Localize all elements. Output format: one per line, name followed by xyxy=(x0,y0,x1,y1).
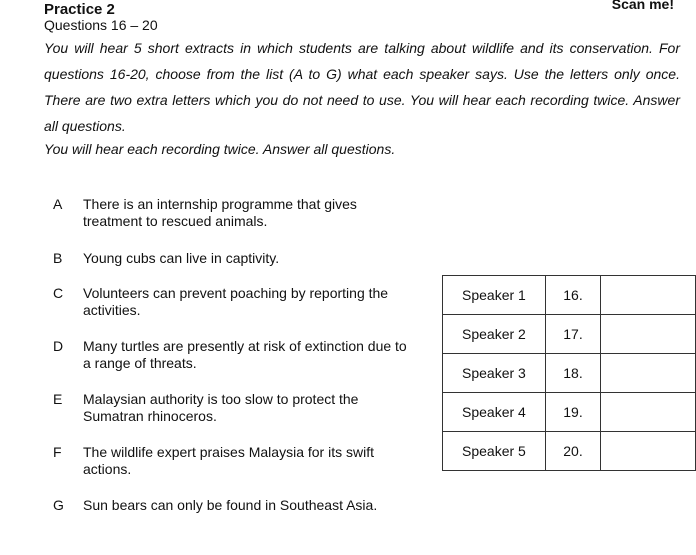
option-text: Many turtles are presently at risk of extinction due to a range of threats. xyxy=(83,338,407,371)
question-number-cell: 19. xyxy=(545,393,600,432)
answer-cell[interactable] xyxy=(601,432,696,471)
option-letter: D xyxy=(53,338,64,354)
page-title: Practice 2 xyxy=(44,1,115,18)
speaker-cell: Speaker 5 xyxy=(443,432,546,471)
table-row xyxy=(443,432,696,471)
option-letter: C xyxy=(53,285,64,301)
answer-cell[interactable] xyxy=(601,315,696,354)
option-text: Malaysian authority is too slow to protect the Sumatran rhinoceros. xyxy=(83,391,359,424)
answer-cell[interactable] xyxy=(601,354,696,393)
option-text: Sun bears can only be found in Southeast Asia. xyxy=(83,497,378,513)
answer-cell[interactable] xyxy=(601,393,696,432)
option-letter: F xyxy=(53,444,62,460)
option-letter: E xyxy=(53,391,63,407)
speaker-cell: Speaker 4 xyxy=(443,393,546,432)
option-letter: A xyxy=(53,196,63,212)
speaker-cell: Speaker 1 xyxy=(443,276,546,315)
table-row xyxy=(443,315,696,354)
scan-me-label: Scan me! xyxy=(611,0,674,12)
option-text: Young cubs can live in captivity. xyxy=(83,250,280,266)
question-number-cell: 20. xyxy=(545,432,600,471)
table-row xyxy=(443,276,696,315)
speaker-cell: Speaker 3 xyxy=(443,354,546,393)
option-text: The wildlife expert praises Malaysia for its swift actions. xyxy=(83,444,374,477)
table-row xyxy=(443,354,696,393)
question-number-cell: 17. xyxy=(545,315,600,354)
speaker-cell: Speaker 2 xyxy=(443,315,546,354)
question-number-cell: 18. xyxy=(545,354,600,393)
answer-table xyxy=(442,275,696,471)
question-number-cell: 16. xyxy=(545,276,600,315)
option-text: Volunteers can prevent poaching by reporting the activities. xyxy=(83,285,389,318)
option-letter: G xyxy=(53,497,64,513)
instructions-repeat: You will hear each recording twice. Answer all questions. xyxy=(44,141,396,157)
table-row xyxy=(443,393,696,432)
questions-range: Questions 16 – 20 xyxy=(44,17,158,33)
option-letter: B xyxy=(53,250,63,266)
answer-cell[interactable] xyxy=(601,276,696,315)
instructions-text: You will hear 5 short extracts in which students are talking about wildlife and its conservation. For questions 16-20, choose from the list (A to G) what each speaker says. Use the letters only once. There are two extra letters which you do not need to use. You will hear each recording twice. Answer all questions. xyxy=(44,40,680,134)
option-text: There is an internship programme that gives treatment to rescued animals. xyxy=(83,196,357,229)
